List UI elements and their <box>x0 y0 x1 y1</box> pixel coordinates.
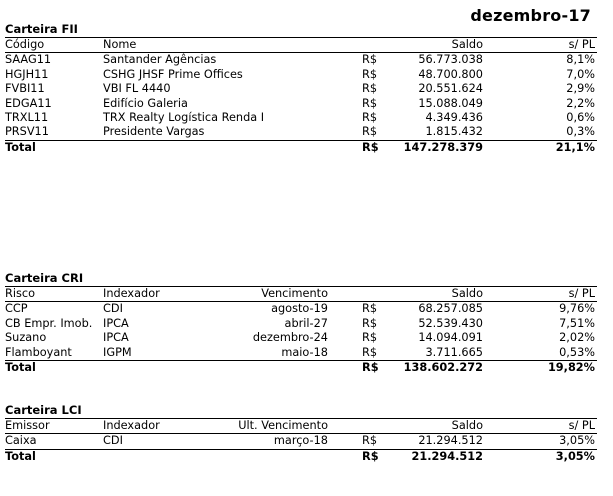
lci-header-pl: s/ PL <box>568 419 595 432</box>
table-row <box>5 331 597 345</box>
cri-pct: 2,02% <box>559 331 595 345</box>
table-row <box>5 317 597 331</box>
lci-title: Carteira LCI <box>5 403 597 419</box>
table-row <box>5 97 597 111</box>
table-row <box>5 82 597 96</box>
cri-header-row <box>5 287 597 302</box>
lci-pct: 3,05% <box>559 434 595 448</box>
fii-value: 15.088.049 <box>418 96 483 110</box>
lci-header-balance: Saldo <box>451 419 483 432</box>
fii-currency: R$ <box>362 96 378 110</box>
cri-total-row <box>5 360 597 375</box>
cri-value: 68.257.085 <box>418 302 483 316</box>
cri-index: IPCA <box>103 331 129 345</box>
cri-currency: R$ <box>362 345 378 359</box>
lci-section <box>5 403 597 464</box>
lci-header-row <box>5 419 597 434</box>
fii-value: 4.349.436 <box>425 110 483 124</box>
fii-currency: R$ <box>362 110 378 124</box>
lci-total-currency: R$ <box>362 449 379 463</box>
fii-value: 20.551.624 <box>418 82 483 96</box>
fii-header-row <box>5 38 597 53</box>
fii-title: Carteira FII <box>5 22 597 38</box>
cri-risk: Suzano <box>5 331 47 345</box>
table-row <box>5 53 597 67</box>
cri-risk: Flamboyant <box>5 345 72 359</box>
fii-section <box>5 22 597 155</box>
fii-currency: R$ <box>362 67 378 81</box>
cri-risk: CCP <box>5 302 28 316</box>
cri-header-index: Indexador <box>103 287 160 300</box>
lci-header-issuer: Emissor <box>5 419 50 432</box>
fii-name: TRX Realty Logística Renda I <box>103 110 265 124</box>
fii-total-label: Total <box>5 140 36 154</box>
table-row <box>5 125 597 139</box>
fii-pct: 2,9% <box>566 82 595 96</box>
cri-pct: 9,76% <box>559 302 595 316</box>
cri-pct: 0,53% <box>559 345 595 359</box>
fii-code: EDGA11 <box>5 96 52 110</box>
cri-value: 52.539.430 <box>418 316 483 330</box>
cri-index: IPCA <box>103 316 129 330</box>
lci-value: 21.294.512 <box>418 434 483 448</box>
fii-name: Edifício Galeria <box>103 96 188 110</box>
table-row <box>5 346 597 360</box>
fii-pct: 8,1% <box>566 53 595 67</box>
fii-name: VBI FL 4440 <box>103 82 171 96</box>
fii-header-name: Nome <box>103 38 137 51</box>
cri-maturity: agosto-19 <box>271 302 328 316</box>
fii-pct: 0,6% <box>566 110 595 124</box>
fii-pct: 0,3% <box>566 125 595 139</box>
fii-name: Presidente Vargas <box>103 125 205 139</box>
cri-currency: R$ <box>362 316 378 330</box>
fii-currency: R$ <box>362 53 378 67</box>
table-row <box>5 111 597 125</box>
cri-header-risk: Risco <box>5 287 35 300</box>
fii-code: HGJH11 <box>5 67 49 81</box>
cri-total-value: 138.602.272 <box>403 360 483 374</box>
cri-header-pl: s/ PL <box>568 287 595 300</box>
fii-currency: R$ <box>362 82 378 96</box>
report-period: dezembro-17 <box>470 6 591 25</box>
fii-code: FVBI11 <box>5 82 45 96</box>
fii-name: CSHG JHSF Prime Offices <box>103 67 243 81</box>
fii-total-pct: 21,1% <box>555 140 595 154</box>
fii-total-currency: R$ <box>362 140 379 154</box>
fii-value: 56.773.038 <box>418 53 483 67</box>
table-row <box>5 68 597 82</box>
fii-code: TRXL11 <box>5 110 49 124</box>
cri-total-pct: 19,82% <box>547 360 595 374</box>
cri-total-currency: R$ <box>362 360 379 374</box>
fii-currency: R$ <box>362 125 378 139</box>
cri-currency: R$ <box>362 302 378 316</box>
fii-pct: 2,2% <box>566 96 595 110</box>
fii-header-pl: s/ PL <box>568 38 595 51</box>
fii-code: PRSV11 <box>5 125 49 139</box>
lci-total-value: 21.294.512 <box>411 449 483 463</box>
lci-total-pct: 3,05% <box>555 449 595 463</box>
cri-total-label: Total <box>5 360 36 374</box>
lci-header-index: Indexador <box>103 419 160 432</box>
lci-index: CDI <box>103 434 123 448</box>
fii-name: Santander Agências <box>103 53 217 67</box>
fii-total-row <box>5 140 597 155</box>
cri-header-maturity: Vencimento <box>261 287 328 300</box>
fii-value: 1.815.432 <box>425 125 483 139</box>
lci-total-label: Total <box>5 449 36 463</box>
lci-currency: R$ <box>362 434 378 448</box>
cri-index: CDI <box>103 302 123 316</box>
cri-maturity: abril-27 <box>284 316 328 330</box>
cri-value: 14.094.091 <box>418 331 483 345</box>
cri-pct: 7,51% <box>559 316 595 330</box>
cri-value: 3.711.665 <box>425 345 483 359</box>
fii-pct: 7,0% <box>566 67 595 81</box>
cri-header-balance: Saldo <box>451 287 483 300</box>
cri-section <box>5 271 597 375</box>
lci-header-maturity: Ult. Vencimento <box>238 419 328 432</box>
cri-maturity: maio-18 <box>281 345 328 359</box>
fii-value: 48.700.800 <box>418 67 483 81</box>
fii-code: SAAG11 <box>5 53 52 67</box>
lci-total-row <box>5 449 597 464</box>
lci-maturity: março-18 <box>273 434 328 448</box>
fii-header-code: Código <box>5 38 45 51</box>
lci-issuer: Caixa <box>5 434 37 448</box>
cri-currency: R$ <box>362 331 378 345</box>
cri-maturity: dezembro-24 <box>252 331 328 345</box>
cri-index: IGPM <box>103 345 132 359</box>
fii-total-value: 147.278.379 <box>403 140 483 154</box>
cri-risk: CB Empr. Imob. <box>5 316 93 330</box>
fii-header-balance: Saldo <box>451 38 483 51</box>
table-row <box>5 302 597 316</box>
cri-title: Carteira CRI <box>5 271 597 287</box>
table-row <box>5 434 597 448</box>
